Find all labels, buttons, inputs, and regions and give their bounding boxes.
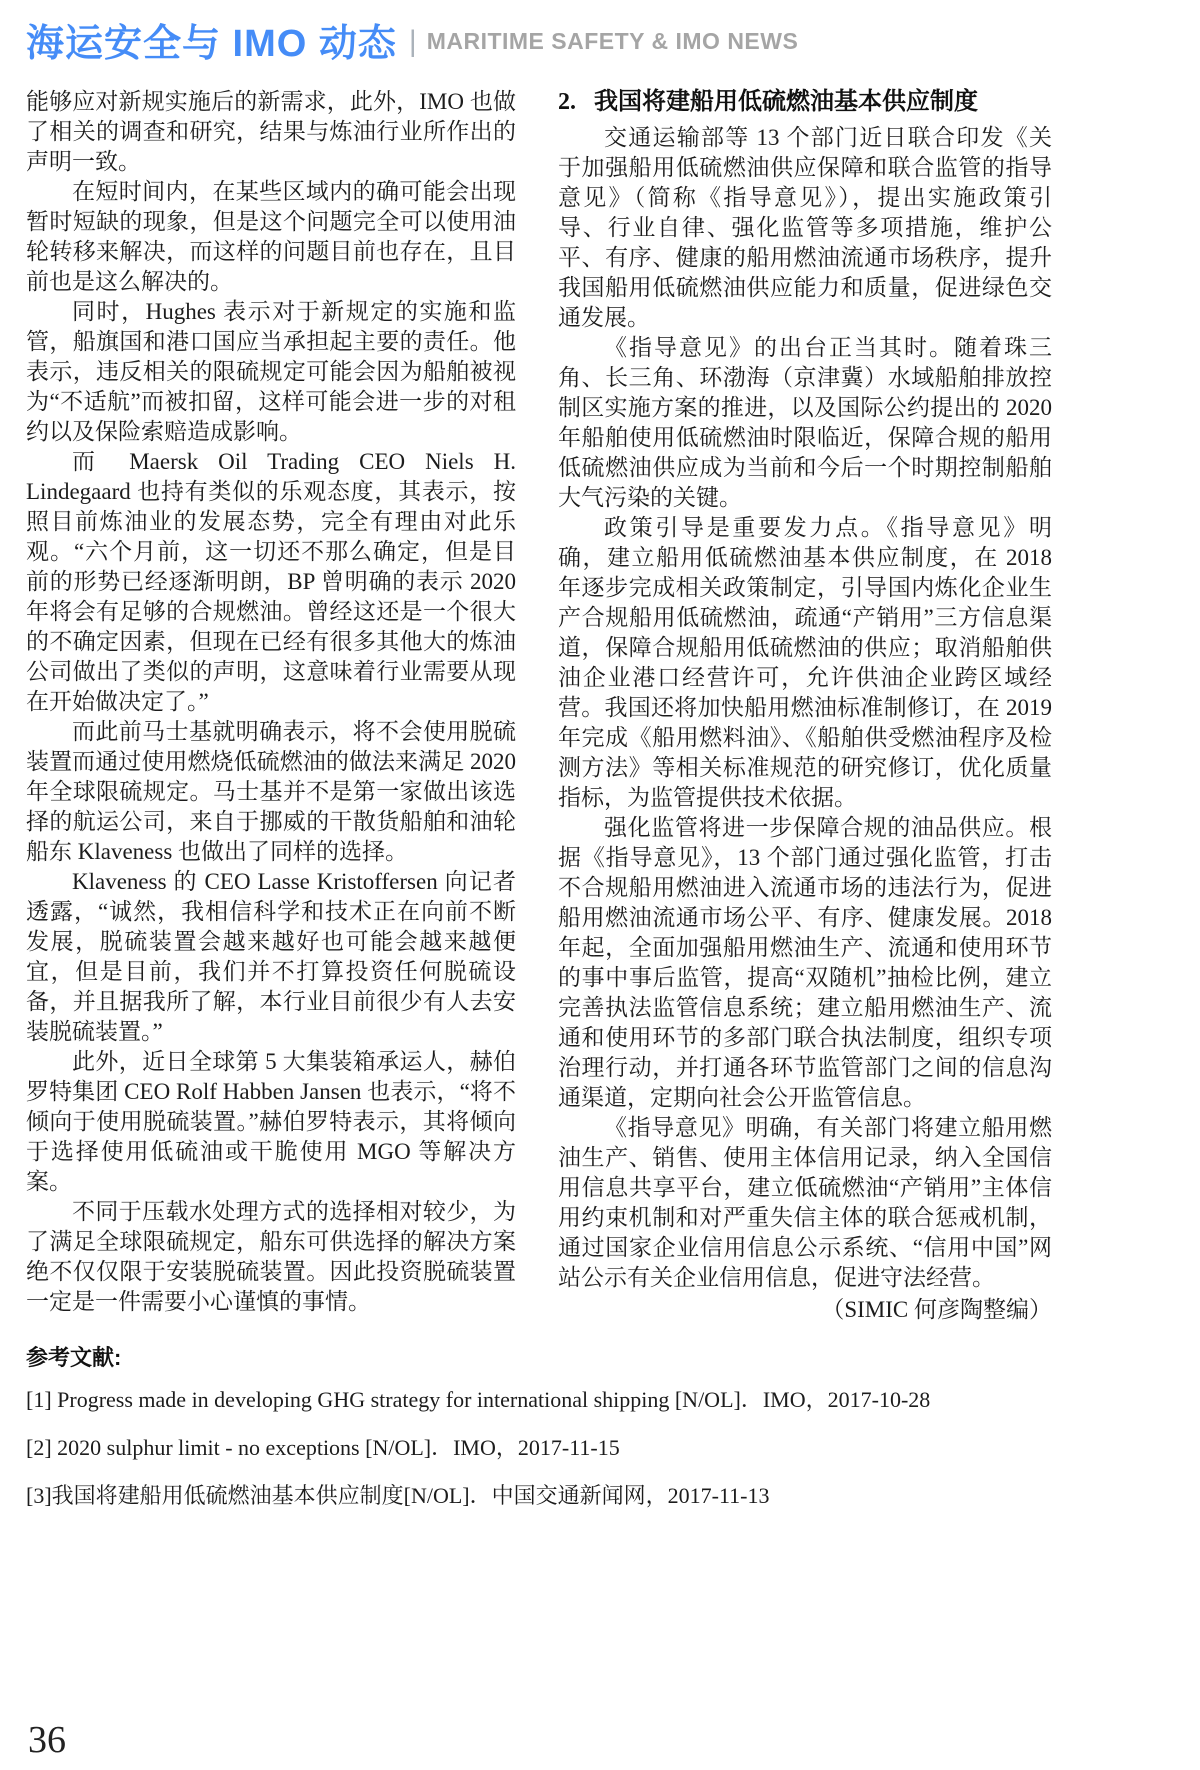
reference-item: [3]我国将建船用低硫燃油基本供应制度[N/OL]．中国交通新闻网，2017-11-13 <box>26 1483 770 1508</box>
paragraph: 同时，Hughes 表示对于新规定的实施和监管，船旗国和港口国应当承担起主要的责任。他表示，违反相关的限硫规定可能会因为船舶被视为“不适航”而被扣留，这样可能会进一步的对租约以及保险索赔造成影响。 <box>26 299 516 444</box>
page-title-chinese: 海运安全与 IMO 动态 <box>26 23 397 65</box>
section-heading <box>558 87 1052 117</box>
right-column <box>558 87 1052 1325</box>
paragraph: 《指导意见》的出台正当其时。随着珠三角、长三角、环渤海（京津冀）水域船舶排放控制区实施方案的推进，以及国际公约提出的 2020 年船舶使用低硫燃油时限临近，保障合规的船用低硫燃油供应成为当前和今后一个时期控制船舶大气污染的关键。 <box>558 335 1052 510</box>
paragraph: 能够应对新规实施后的新需求，此外，IMO 也做了相关的调查和研究，结果与炼油行业所作出的声明一致。 <box>26 89 516 174</box>
references-section <box>0 1341 1200 1510</box>
references-heading: 参考文献: <box>26 1345 122 1370</box>
paragraph: 在短时间内，在某些区域内的确可能会出现暂时短缺的现象，但是这个问题完全可以使用油轮转移来解决，而这样的问题目前也存在，且目前也是这么解决的。 <box>26 179 516 294</box>
page-header <box>0 0 1200 67</box>
reference-item: [1] Progress made in developing GHG strategy for international shipping [N/OL]．IMO，2017-10-28 <box>26 1387 931 1412</box>
article-body <box>0 87 1200 1325</box>
editor-byline: （SIMIC 何彦陶整编） <box>821 1297 1052 1322</box>
section-number: 2. <box>558 89 576 115</box>
paragraph: Klaveness 的 CEO Lasse Kristoffersen 向记者透露，“诚然，我相信科学和技术正在向前不断发展，脱硫装置会越来越好也可能会越来越便宜，但是目前，我们并不打算投资任何脱硫设备，并且据我所了解，本行业目前很少有人去安装脱硫装置。” <box>26 869 516 1044</box>
section-title: 我国将建船用低硫燃油基本供应制度 <box>594 88 978 115</box>
paragraph: 强化监管将进一步保障合规的油品供应。根据《指导意见》，13 个部门通过强化监管，打击不合规船用燃油进入流通市场的违法行为，促进船用燃油流通市场公平、有序、健康发展。2018 年起，全面加强船用燃油生产、流通和使用环节的事中事后监管，提高“双随机”抽检比例，建立完善执法监管信息系统；建立船用燃油生产、流通和使用环节的多部门联合执法制度，组织专项治理行动，并打通各环节监管部门之间的信息沟通渠道，定期向社会公开监管信息。 <box>558 815 1052 1110</box>
page-title-english: MARITIME SAFETY & IMO NEWS <box>426 28 799 54</box>
paragraph: 此外，近日全球第 5 大集装箱承运人，赫伯罗特集团 CEO Rolf Habben Jansen 也表示，“将不倾向于使用脱硫装置。”赫伯罗特表示，其将倾向于选择使用低硫油或干脆使用 MGO 等解决方案。 <box>26 1049 516 1194</box>
page-number: 36 <box>28 1719 66 1761</box>
reference-item: [2] 2020 sulphur limit - no exceptions [N/OL]．IMO，2017-11-15 <box>26 1435 620 1460</box>
left-column <box>26 87 516 1317</box>
paragraph: 不同于压载水处理方式的选择相对较少，为了满足全球限硫规定，船东可供选择的解决方案绝不仅仅限于安装脱硫装置。因此投资脱硫装置一定是一件需要小心谨慎的事情。 <box>26 1199 516 1314</box>
title-separator: | <box>408 24 417 58</box>
paragraph: 而 Maersk Oil Trading CEO Niels H. Lindegaard 也持有类似的乐观态度，其表示，按照目前炼油业的发展态势，完全有理由对此乐观。“六个月前，这一切还不那么确定，但是目前的形势已经逐渐明朗，BP 曾明确的表示 2020 年将会有足够的合规燃油。曾经这还是一个很大的不确定因素，但现在已经有很多其他大的炼油公司做出了类似的声明，这意味着行业需要从现在开始做决定了。” <box>26 449 516 714</box>
paragraph: 政策引导是重要发力点。《指导意见》明确，建立船用低硫燃油基本供应制度，在 2018 年逐步完成相关政策制定，引导国内炼化企业生产合规船用低硫燃油，疏通“产销用”三方信息渠道，保障合规船用低硫燃油的供应；取消船舶供油企业港口经营许可，允许供油企业跨区域经营。我国还将加快船用燃油标准制修订，在 2019 年完成《船用燃料油》、《船舶供受燃油程序及检测方法》等相关标准规范的研究修订，优化质量指标，为监管提供技术依据。 <box>558 515 1052 810</box>
paragraph: 交通运输部等 13 个部门近日联合印发《关于加强船用低硫燃油供应保障和联合监管的指导意见》（简称《指导意见》），提出实施政策引导、行业自律、强化监管等多项措施，维护公平、有序、健康的船用燃油流通市场秩序，提升我国船用低硫燃油供应能力和质量，促进绿色交通发展。 <box>558 125 1052 330</box>
paragraph: 《指导意见》明确，有关部门将建立船用燃油生产、销售、使用主体信用记录，纳入全国信用信息共享平台，建立低硫燃油“产销用”主体信用约束机制和对严重失信主体的联合惩戒机制，通过国家企业信用信息公示系统、“信用中国”网站公示有关企业信用信息，促进守法经营。 <box>558 1115 1052 1290</box>
paragraph: 而此前马士基就明确表示，将不会使用脱硫装置而通过使用燃烧低硫燃油的做法来满足 2020 年全球限硫规定。马士基并不是第一家做出该选择的航运公司，来自于挪威的干散货船舶和油轮船东 Klaveness 也做出了同样的选择。 <box>26 719 516 864</box>
